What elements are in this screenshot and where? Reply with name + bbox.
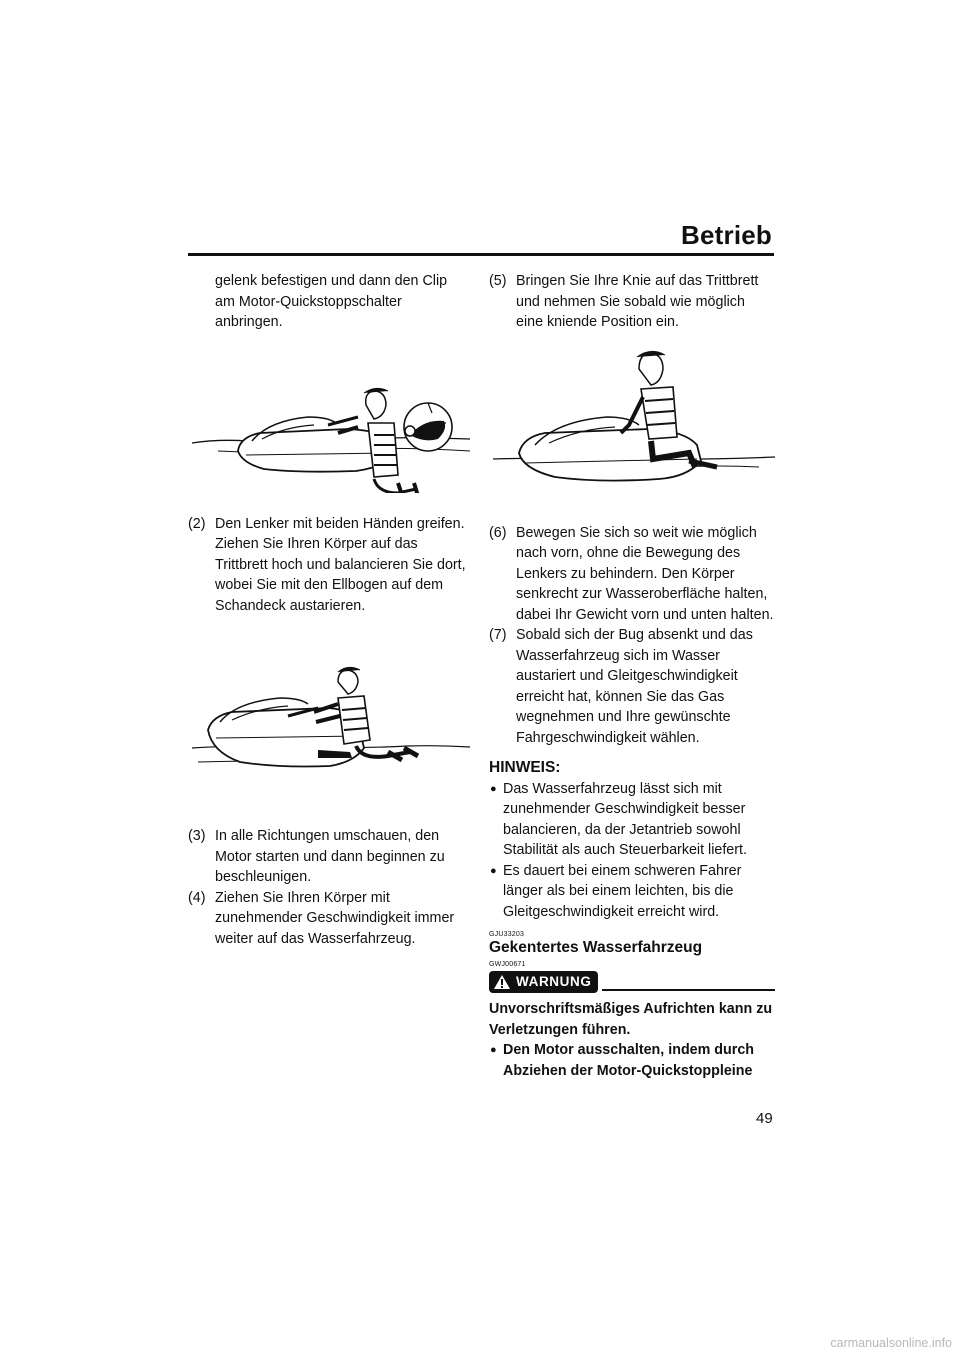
illustration-pulling-onto-step — [188, 652, 470, 784]
warning-label: WARNUNG — [516, 973, 592, 989]
note-heading: HINWEIS: — [489, 759, 561, 776]
warning-badge — [489, 971, 598, 993]
note-bullet — [489, 779, 775, 861]
warning-triangle-icon — [493, 974, 511, 990]
step-2 — [188, 514, 470, 617]
step-4-number: (4) — [188, 889, 206, 906]
step-7 — [489, 625, 775, 748]
header-rule — [188, 253, 774, 256]
step-7-number: (7) — [489, 627, 507, 643]
warning-bullet-text: Den Motor ausschalten, indem durch Abziehen der Motor-Quickstoppleine — [503, 1042, 755, 1079]
note-bullet — [489, 861, 775, 923]
step-6-text: Bewegen Sie sich so weit wie möglich nach vorn, ohne die Bewegung des Lenkers zu behindern. Den Körper senkrecht zur Wasseroberfläche halten, dabei Ihr Gewicht vorn und unten halten. — [516, 524, 774, 623]
illustration-boarding-clip — [188, 343, 470, 493]
step-4 — [188, 888, 470, 950]
bullet-icon: ● — [490, 782, 497, 795]
page-title: Betrieb — [681, 220, 772, 250]
warning-rule — [602, 989, 775, 991]
section-title: Gekentertes Wasserfahrzeug — [489, 939, 703, 956]
warning-code: GWJ00671 — [489, 961, 526, 968]
note-bullet-text: Es dauert bei einem schweren Fahrer länger als bei einem leichten, bis die Gleitgeschwindigkeit erreicht wird. — [503, 862, 742, 920]
right-column — [489, 271, 775, 1081]
step-2-text: Den Lenker mit beiden Händen greifen. Ziehen Sie Ihren Körper auf das Trittbrett hoch und balancieren Sie dort, wobei Sie mit den Ellbogen auf dem Schandeck austarieren. — [215, 515, 466, 614]
bullet-icon: ● — [490, 864, 497, 877]
section-code: GJU33203 — [489, 931, 525, 938]
note-bullet-text: Das Wasserfahrzeug lässt sich mit zunehmender Geschwindigkeit besser balancieren, da der Jetantrieb sowohl Stabilität als auch Steuerbarkeit liefert. — [503, 780, 747, 858]
step-3-text: In alle Richtungen umschauen, den Motor starten und dann beginnen zu beschleunigen. — [215, 828, 445, 885]
step-3 — [188, 826, 470, 888]
warning-header — [489, 971, 775, 993]
step-6-number: (6) — [489, 524, 507, 541]
step-3-number: (3) — [188, 828, 206, 844]
page-number: 49 — [756, 1110, 773, 1127]
step-2-number: (2) — [188, 515, 206, 532]
warning-text: Unvorschriftsmäßiges Aufrichten kann zu Verletzungen führen. — [489, 1001, 773, 1038]
step-4-text: Ziehen Sie Ihren Körper mit zunehmender Geschwindigkeit immer weiter auf das Wasserfahrzeug. — [215, 889, 455, 947]
bullet-icon: ● — [490, 1044, 497, 1056]
watermark: carmanualsonline.info — [830, 1336, 952, 1350]
illustration-kneeling — [489, 341, 775, 491]
continued-text: gelenk befestigen und dann den Clip am Motor-Quickstoppschalter anbringen. — [215, 273, 448, 330]
step-5-number: (5) — [489, 273, 507, 289]
step-7-text: Sobald sich der Bug absenkt und das Wasserfahrzeug sich im Wasser austariert und Gleitgeschwindigkeit erreicht hat, können Sie das Gas wegnehmen und Ihre gewünschte Fahrgeschwindigkeit wählen. — [516, 627, 753, 746]
left-column — [188, 271, 470, 949]
step-5 — [489, 271, 775, 333]
step-5-text: Bringen Sie Ihre Knie auf das Trittbrett und nehmen Sie sobald wie möglich eine kniende Position ein. — [516, 273, 759, 330]
warning-bullet — [489, 1040, 775, 1081]
step-6 — [489, 523, 775, 626]
